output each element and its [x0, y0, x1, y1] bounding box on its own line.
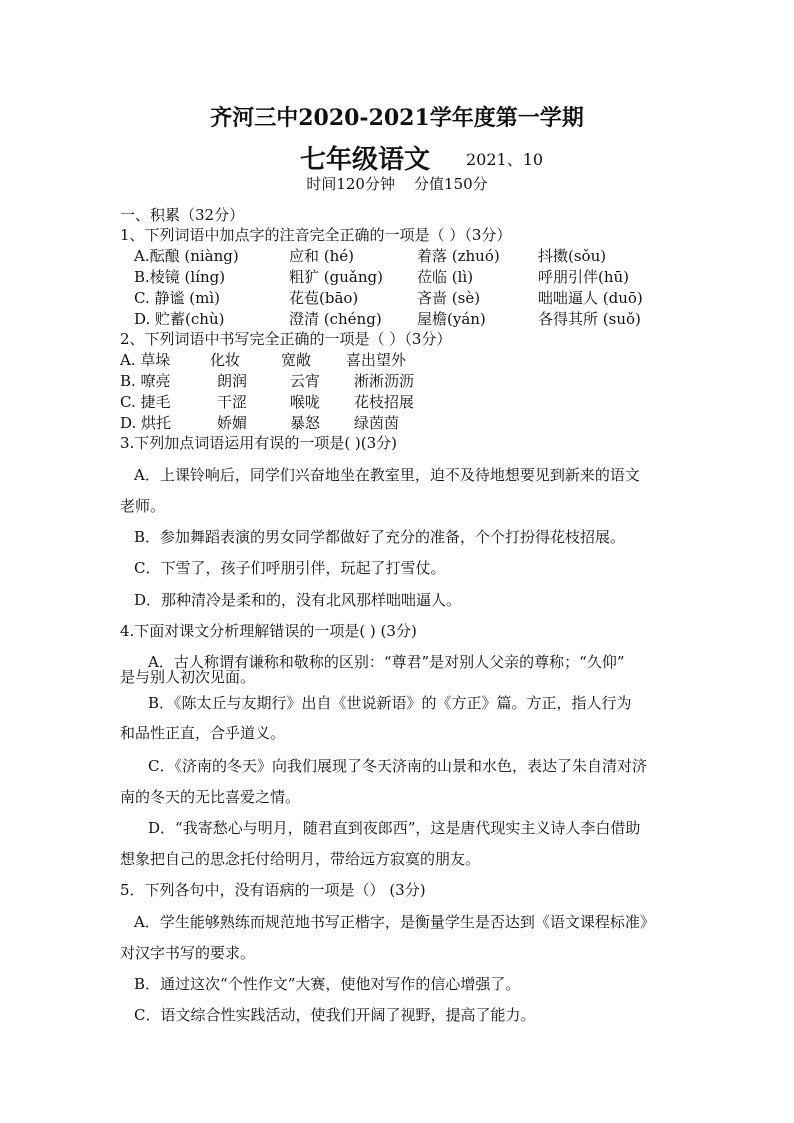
q2-option-b-1: B. 嘹亮	[120, 372, 171, 390]
q5-option-b: B．通过这次“个性作文”大赛，使他对写作的信心增强了。	[134, 975, 521, 993]
q4-option-c-cont: 南的冬天的无比喜爱之情。	[120, 788, 301, 806]
q1-option-c-1: C. 静谧 (mì)	[134, 289, 220, 307]
q4-option-b: B．《陈太丘与友期行》出自《世说新语》的《方正》篇。方正，指人行为	[148, 694, 632, 712]
q1-option-c-4: 咄咄逼人 (duō)	[538, 289, 643, 307]
q3-option-a: A．上课铃响后，同学们兴奋地坐在教室里，迫不及待地想要见到新来的语文	[134, 466, 640, 484]
q3-option-a-cont: 老师。	[120, 497, 166, 515]
q3-option-b: B．参加舞蹈表演的男女同学都做好了充分的准备，个个打扮得花枝招展。	[134, 528, 626, 546]
exam-title: 齐河三中2020-2021学年度第一学期	[210, 105, 584, 131]
q2-option-d-4: 绿茵茵	[354, 414, 400, 432]
q2-stem: 2、下列词语中书写完全正确的一项是（ ）（3分）	[120, 330, 452, 348]
q4-option-a: A．古人称谓有谦称和敬称的区别：“尊君”是对别人父亲的尊称；“久仰”	[148, 653, 625, 671]
q1-option-b-3: 莅临 (lì)	[417, 268, 474, 286]
q1-option-a-3: 着落 (zhuó)	[417, 247, 500, 265]
q1-option-b-4: 呼朋引伴(hū)	[538, 268, 630, 286]
q2-option-a-2: 化妆	[210, 351, 241, 369]
q3-option-c: C．下雪了，孩子们呼朋引伴，玩起了打雪仗。	[134, 559, 446, 577]
q5-option-c: C．语文综合性实践活动，使我们开阔了视野，提高了能力。	[134, 1006, 536, 1024]
q4-option-b-cont: 和品性正直，合乎道义。	[120, 724, 286, 742]
q1-option-d-1: D. 贮蓄(chù)	[134, 310, 225, 328]
q2-option-a-1: A. 草垛	[120, 351, 171, 369]
q3-option-d: D．那种清冷是柔和的，没有北风那样咄咄逼人。	[134, 591, 462, 609]
q2-option-d-2: 娇媚	[217, 414, 248, 432]
q4-option-d: D．“我寄愁心与明月，随君直到夜郎西”，这是唐代现实主义诗人李白借助	[148, 819, 641, 837]
q4-option-c: C．《济南的冬天》向我们展现了冬天济南的山景和水色，表达了朱自清对济	[148, 757, 647, 775]
q5-option-a: A．学生能够熟练而规范地书写正楷字，是衡量学生是否达到《语文课程标准》	[134, 913, 655, 931]
exam-time-score: 时间120分钟 分值150分	[306, 175, 488, 193]
q4-option-d-cont: 想象把自己的思念托付给明月，带给远方寂寞的朋友。	[120, 850, 481, 868]
q1-option-a-4: 抖擞(sǒu)	[538, 247, 607, 265]
exam-date: 2021、10	[466, 150, 544, 169]
q2-option-a-3: 宽敞	[281, 351, 312, 369]
q4-option-a-cont: 是与别人初次见面。	[120, 668, 256, 686]
q1-option-b-1: B.棱镜 (líng)	[134, 268, 226, 286]
q2-option-b-3: 云宵	[290, 372, 321, 390]
section-heading: 一、积累（32分）	[120, 206, 245, 224]
q2-option-c-4: 花枝招展	[354, 393, 415, 411]
q5-stem: 5．下列各句中，没有语病的一项是（） (3分)	[120, 881, 426, 899]
q1-option-b-2: 粗犷 (guǎng)	[289, 268, 383, 286]
q1-option-d-2: 澄清 (chéng)	[289, 310, 382, 328]
q3-stem: 3.下列加点词语运用有误的一项是( )(3分)	[120, 434, 398, 452]
q2-option-d-3: 暴怒	[290, 414, 321, 432]
q2-option-b-4: 淅淅沥沥	[354, 372, 415, 390]
q1-option-c-2: 花苞(bāo)	[289, 289, 359, 307]
q1-option-a-1: A.酝酿 (niàng)	[134, 247, 239, 265]
q4-stem: 4.下面对课文分析理解错误的一项是( ) (3分)	[120, 622, 417, 640]
q5-option-a-cont: 对汉字书写的要求。	[120, 944, 256, 962]
q1-option-c-3: 吝啬 (sè)	[417, 289, 481, 307]
q2-option-c-3: 喉咙	[290, 393, 321, 411]
q1-stem: 1、下列词语中加点字的注音完全正确的一项是（ ）（3分）	[120, 226, 512, 244]
q1-option-a-2: 应和 (hé)	[289, 247, 355, 265]
q2-option-c-2: 干涩	[217, 393, 248, 411]
exam-subject: 七年级语文	[300, 145, 431, 175]
q1-option-d-4: 各得其所 (suǒ)	[538, 310, 641, 328]
q2-option-d-1: D. 烘托	[120, 414, 172, 432]
q2-option-b-2: 朗润	[217, 372, 248, 390]
q2-option-c-1: C. 捷毛	[120, 393, 171, 411]
q2-option-a-4: 喜出望外	[346, 351, 407, 369]
q1-option-d-3: 屋檐(yán)	[417, 310, 486, 328]
